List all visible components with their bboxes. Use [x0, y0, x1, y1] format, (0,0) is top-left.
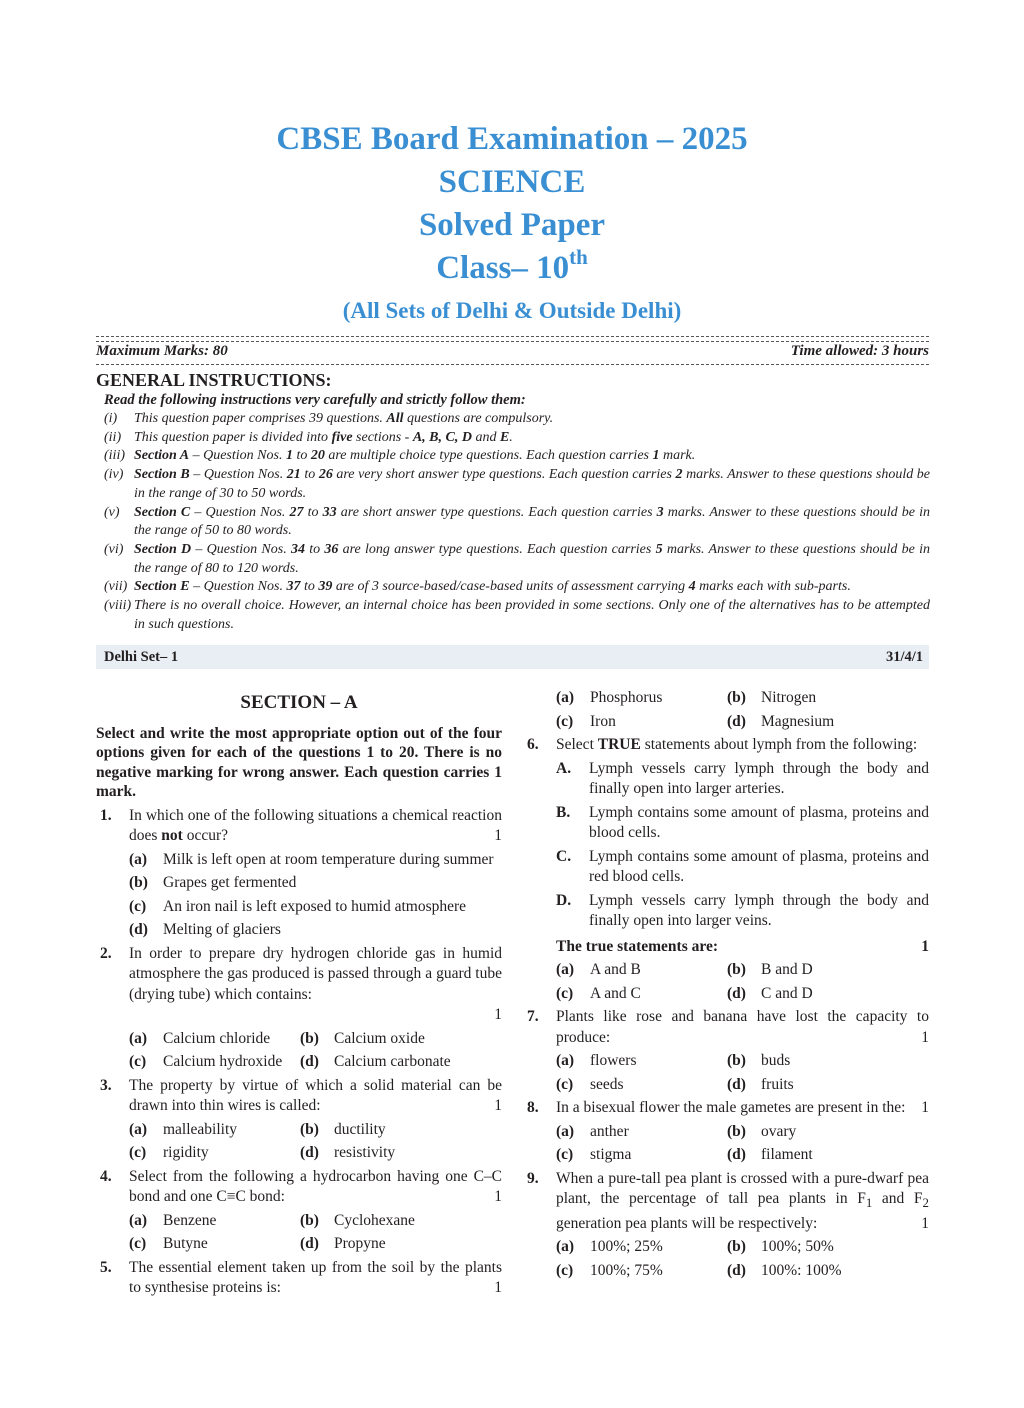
question-2: 2. In order to prepare dry hydrogen chloride gas in humid atmosphere the gas produced is passed through a guard tube (drying tube) which contains: 1 (a) Calcium chloride (b) Calcium oxide (c) Calcium hydroxide (d) Calcium carbonate — [96, 944, 502, 1073]
statement: A. Lymph vessels carry lymph through the body and finally open into larger arteries. — [556, 759, 929, 797]
options-grid: (a) 100%; 25% (b) 100%; 50% (c) 100%; 75% (d) 100%: 100% — [556, 1238, 842, 1279]
right-column — [523, 688, 929, 1281]
set-code: 31/4/1 — [885, 648, 923, 665]
question-text: The essential element taken up from the soil by the plants to synthesise proteins is: 1 — [129, 1258, 502, 1299]
divider-top — [96, 336, 929, 337]
question-text: Select TRUE statements about lymph from the following: — [556, 736, 918, 753]
options-grid: (a) flowers (b) buds (c) seeds (d) fruits — [556, 1052, 794, 1093]
question-6: 6. Select TRUE statements about lymph from the following: A. Lymph vessels carry lymph through the body and finally open into larger arteries. B. Lymph contains some amount of plasma, proteins and blood cells. C. Lymph contains some amount of plasma, proteins and red blood cells. D. Lymph vessels carry lymph through the body and finally open into larger veins. The true statements are: 1 (a) A and B (b) B and D (c) A and C (d) C and D — [523, 735, 929, 1004]
question-9: 9. When a pure-tall pea plant is crossed with a pure-dwarf pea plant, the percentage of tall pea plants in $F_1$ and $F_2$ generation pea plants will be respectively: 1 (a) 100%; 25% (b) 100%; 50% (c) 100%; 75% (d) 100%: 100% — [523, 1169, 929, 1282]
exam-title: CBSE Board Examination – 2025 — [276, 121, 748, 157]
question-7: 7. Plants like rose and banana have lost the capacity to produce: 1 (a) flowers (b) buds (c) seeds (d) fruits — [523, 1007, 929, 1095]
left-column — [96, 688, 502, 1299]
max-marks: Maximum Marks: 80 — [96, 343, 228, 359]
question-mark: 1 — [494, 827, 502, 844]
question-8: 8. In a bisexual flower the male gametes are present in the: 1 (a) anther (b) ovary (c) stigma (d) filament — [523, 1098, 929, 1166]
question-mark: 1 — [921, 1028, 929, 1046]
question-text: In order to prepare dry hydrogen chloride gas in humid atmosphere the gas produced is passed through a guard tube (drying tube) which contains: — [129, 944, 502, 1003]
statement: D. Lymph vessels carry lymph through the body and finally open into larger veins. — [556, 891, 929, 929]
option: (c) An iron nail is left exposed to humid atmosphere — [129, 897, 467, 915]
options-grid: (a) anther (b) ovary (c) stigma (d) filament — [556, 1122, 813, 1163]
section-heading: SECTION – A — [240, 692, 358, 713]
question-4: 4. Select from the following a hydrocarbon having one C–C bond and one C≡C bond: 1 (a) Benzene (b) Cyclohexane (c) Butyne (d) Propyne — [96, 1167, 502, 1255]
set-bar — [96, 645, 929, 669]
divider-top-2 — [96, 341, 929, 342]
divider-bottom — [96, 364, 929, 365]
instructions-subheading: Read the following instructions very carefully and strictly follow them: — [104, 392, 526, 408]
question-3: 3. The property by virtue of which a solid material can be drawn into thin wires is called: 1 (a) malleability (b) ductility (c) rigidity (d) resistivity — [96, 1076, 502, 1164]
instruction-item: (ii) This question paper is divided into five sections - A, B, C, D and E. — [104, 429, 513, 445]
question-mark: 1 — [921, 1214, 929, 1232]
question-text: Plants like rose and banana have lost the capacity to produce: 1 — [556, 1007, 929, 1048]
sets-subtitle: (All Sets of Delhi & Outside Delhi) — [342, 298, 682, 323]
set-name: Delhi Set– 1 — [104, 648, 179, 665]
options-grid: (a) Benzene (b) Cyclohexane (c) Butyne (d) Propyne — [129, 1211, 415, 1252]
section-intro: Select and write the most appropriate option out of the four options given for each of the questions 1 to 20. There is no negative marking for wrong answer. Each question carries 1 mark. — [96, 724, 502, 800]
question-mark: 1 — [494, 1097, 502, 1114]
instruction-item: (iv) Section B – Question Nos. 21 to 26 are very short answer type questions. Each question carries 2 marks. Answer to these questions should be in the range of 30 to 50 words. — [104, 467, 931, 501]
question-text: Select from the following a hydrocarbon having one C–C bond and one C≡C bond: 1 — [129, 1167, 502, 1208]
question-text: The property by virtue of which a solid material can be drawn into thin wires is called: 1 — [129, 1076, 502, 1117]
question-mark: 1 — [921, 1099, 929, 1116]
marks-time-row — [96, 343, 929, 360]
instruction-item: (viii) There is no overall choice. However, an internal choice has been provided in some sections. Only one of the alternatives has to be attempted in such questions. — [104, 598, 930, 632]
instruction-item: (vi) Section D – Question Nos. 34 to 36 are long answer type questions. Each question carries 5 marks. Answer to these questions should be in the range of 80 to 120 words. — [104, 541, 930, 576]
class-title: Class– 10th — [436, 245, 588, 286]
option: (d) Melting of glaciers — [129, 921, 281, 938]
true-statements-label: The true statements are: 1 — [556, 937, 929, 958]
question-mark: 1 — [494, 1006, 502, 1023]
question-mark: 1 — [921, 937, 929, 955]
instructions-list — [104, 410, 930, 634]
options-grid-q5: (a) Phosphorus (b) Nitrogen (c) Iron (d) Magnesium — [556, 689, 835, 730]
paper-title-block — [0, 118, 1024, 326]
option: (a) Milk is left open at room temperature during summer — [129, 850, 494, 868]
option: (b) Grapes get fermented — [129, 874, 297, 891]
options-grid: (a) A and B (b) B and D (c) A and C (d) C and D — [556, 961, 813, 1002]
options-grid: (a) Calcium chloride (b) Calcium oxide (c) Calcium hydroxide (d) Calcium carbonate — [129, 1029, 451, 1070]
paper-type-title: Solved Paper — [418, 207, 606, 243]
instruction-item: (vii) Section E – Question Nos. 37 to 39 are of 3 source-based/case-based units of assessment carrying 4 marks each with sub-parts. — [104, 579, 851, 595]
question-1: 1. In which one of the following situations a chemical reaction does not occur? 1 (a) Milk is left open at room temperature during summer (b) Grapes get fermented (c) An iron nail is left exposed to humid atmosphere (d) Melting of glaciers — [96, 806, 502, 941]
statement: B. Lymph contains some amount of plasma, proteins and blood cells. — [556, 803, 929, 841]
options-grid: (a) malleability (b) ductility (c) rigidity (d) resistivity — [129, 1120, 396, 1161]
instruction-item: (iii) Section A – Question Nos. 1 to 20 are multiple choice type questions. Each question carries 1 mark. — [104, 448, 696, 464]
time-allowed: Time allowed: 3 hours — [790, 343, 929, 359]
instructions-heading: GENERAL INSTRUCTIONS: — [96, 370, 332, 390]
question-5: 5. The essential element taken up from the soil by the plants to synthesise proteins is: 1 — [96, 1258, 502, 1299]
question-mark: 1 — [494, 1279, 502, 1296]
instruction-item: (v) Section C – Question Nos. 27 to 33 are short answer type questions. Each question carries 3 marks. Answer to these questions should be in the range of 50 to 80 words. — [104, 504, 931, 539]
question-text: When a pure-tall pea plant is crossed with a pure-dwarf pea plant, the percentage of tall pea plants in $F_1$ and $F_2$ generation pea plants will be respectively: 1 — [556, 1169, 929, 1235]
subject-title: SCIENCE — [438, 164, 586, 200]
question-text: In a bisexual flower the male gametes are present in the: 1 — [556, 1098, 929, 1119]
statement: C. Lymph contains some amount of plasma, proteins and red blood cells. — [556, 847, 929, 885]
question-mark: 1 — [494, 1188, 502, 1205]
question-text: In which one of the following situations a chemical reaction does not occur? 1 — [129, 806, 502, 847]
instruction-item: (i) This question paper comprises 39 questions. All questions are compulsory. — [104, 411, 554, 426]
